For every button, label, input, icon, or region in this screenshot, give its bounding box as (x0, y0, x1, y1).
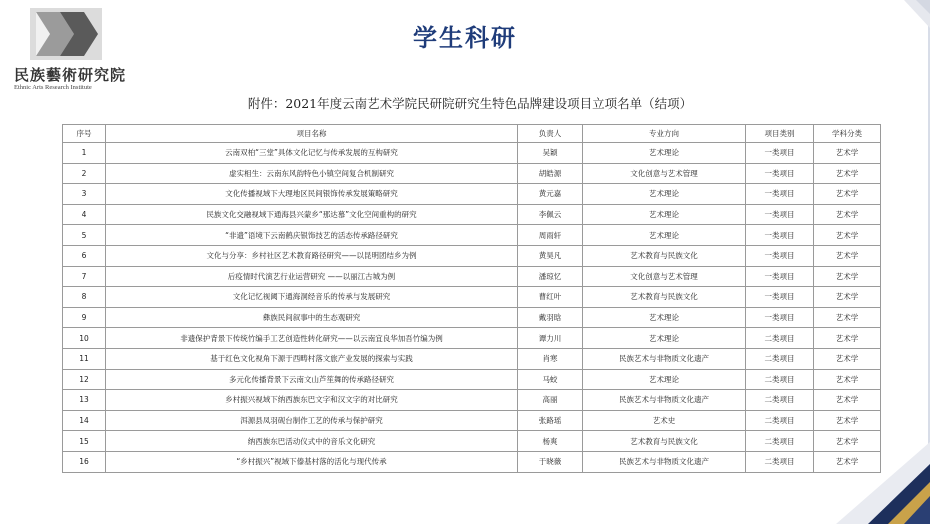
discipline-cell: 艺术学 (814, 204, 881, 225)
category-cell: 二类项目 (746, 431, 814, 452)
major-cell: 艺术理论 (583, 204, 746, 225)
table-body (63, 143, 881, 473)
project-name-cell: 洱源县凤羽砚台制作工艺的传承与保护研究 (106, 410, 518, 431)
table-row (63, 451, 881, 472)
project-name-cell: “乡村振兴”视域下傣基村落的活化与现代传承 (106, 451, 518, 472)
header-cell: 学科分类 (814, 125, 881, 143)
table-row (63, 431, 881, 452)
major-cell: 民族艺术与非物质文化遗产 (583, 390, 746, 411)
row-number-cell: 10 (63, 328, 106, 349)
major-cell: 艺术教育与民族文化 (583, 245, 746, 266)
project-name-cell: 基于红色文化视角下源于西畴村落文旅产业发展的探索与实践 (106, 348, 518, 369)
header-cell: 项目类别 (746, 125, 814, 143)
category-cell: 一类项目 (746, 204, 814, 225)
project-name-cell: 非遗保护背景下传统竹编手工艺创造性转化研究——以云南宜良华加吾竹编为例 (106, 328, 518, 349)
category-cell: 一类项目 (746, 266, 814, 287)
header-cell: 专业方向 (583, 125, 746, 143)
leader-cell: 周雨轩 (518, 225, 583, 246)
discipline-cell: 艺术学 (814, 307, 881, 328)
category-cell: 二类项目 (746, 328, 814, 349)
category-cell: 一类项目 (746, 143, 814, 164)
category-cell: 一类项目 (746, 225, 814, 246)
table-caption: 附件：2021年度云南艺术学院民研院研究生特色品牌建设项目立项名单（结项） (247, 96, 693, 111)
table-row (63, 287, 881, 308)
major-cell: 民族艺术与非物质文化遗产 (583, 348, 746, 369)
category-cell: 二类项目 (746, 390, 814, 411)
project-name-cell: 文化传播视域下大理地区民间银饰传承发展策略研究 (106, 184, 518, 205)
table-header-row (63, 125, 881, 143)
row-number-cell: 9 (63, 307, 106, 328)
category-cell: 一类项目 (746, 163, 814, 184)
table-row (63, 266, 881, 287)
header-cell: 项目名称 (106, 125, 518, 143)
table-row (63, 348, 881, 369)
row-number-cell: 4 (63, 204, 106, 225)
row-number-cell: 2 (63, 163, 106, 184)
project-name-cell: 彝族民间叙事中的生态观研究 (106, 307, 518, 328)
table-row (63, 184, 881, 205)
row-number-cell: 7 (63, 266, 106, 287)
major-cell: 艺术理论 (583, 369, 746, 390)
category-cell: 一类项目 (746, 287, 814, 308)
major-cell: 文化创意与艺术管理 (583, 163, 746, 184)
category-cell: 二类项目 (746, 410, 814, 431)
logo-chinese-name: 民族藝術研究院 (14, 66, 127, 84)
table-row (63, 163, 881, 184)
discipline-cell: 艺术学 (814, 163, 881, 184)
major-cell: 文化创意与艺术管理 (583, 266, 746, 287)
row-number-cell: 13 (63, 390, 106, 411)
project-table (62, 124, 881, 473)
leader-cell: 黄昊凡 (518, 245, 583, 266)
discipline-cell: 艺术学 (814, 184, 881, 205)
table-row (63, 410, 881, 431)
table-row (63, 143, 881, 164)
table-row (63, 328, 881, 349)
major-cell: 艺术理论 (583, 184, 746, 205)
category-cell: 一类项目 (746, 245, 814, 266)
leader-cell: 吴颖 (518, 143, 583, 164)
row-number-cell: 15 (63, 431, 106, 452)
table-row (63, 369, 881, 390)
table-row (63, 204, 881, 225)
major-cell: 艺术史 (583, 410, 746, 431)
project-name-cell: 后疫情时代演艺行业运营研究 ——以丽江古城为例 (106, 266, 518, 287)
logo-english-name: Ethnic Arts Research Institute (14, 84, 92, 91)
leader-cell: 高丽 (518, 390, 583, 411)
project-name-cell: 虚实相生：云南东风韵特色小镇空间复合机制研究 (106, 163, 518, 184)
row-number-cell: 1 (63, 143, 106, 164)
category-cell: 二类项目 (746, 369, 814, 390)
major-cell: 艺术教育与民族文化 (583, 431, 746, 452)
major-cell: 艺术理论 (583, 307, 746, 328)
row-number-cell: 14 (63, 410, 106, 431)
category-cell: 二类项目 (746, 451, 814, 472)
discipline-cell: 艺术学 (814, 245, 881, 266)
discipline-cell: 艺术学 (814, 451, 881, 472)
table-row (63, 307, 881, 328)
leader-cell: 于晓薇 (518, 451, 583, 472)
leader-cell: 戴羽晗 (518, 307, 583, 328)
leader-cell: 潘琼忆 (518, 266, 583, 287)
row-number-cell: 5 (63, 225, 106, 246)
discipline-cell: 艺术学 (814, 431, 881, 452)
category-cell: 一类项目 (746, 307, 814, 328)
row-number-cell: 12 (63, 369, 106, 390)
project-name-cell: 多元化传播背景下云南文山芦笙舞的传承路径研究 (106, 369, 518, 390)
row-number-cell: 11 (63, 348, 106, 369)
discipline-cell: 艺术学 (814, 390, 881, 411)
discipline-cell: 艺术学 (814, 143, 881, 164)
leader-cell: 胡皓源 (518, 163, 583, 184)
major-cell: 民族艺术与非物质文化遗产 (583, 451, 746, 472)
leader-cell: 张路瑶 (518, 410, 583, 431)
category-cell: 二类项目 (746, 348, 814, 369)
discipline-cell: 艺术学 (814, 369, 881, 390)
discipline-cell: 艺术学 (814, 348, 881, 369)
project-name-cell: 乡村振兴视域下纳西族东巴文字和汉文字的对比研究 (106, 390, 518, 411)
leader-cell: 李佩云 (518, 204, 583, 225)
leader-cell: 谭力川 (518, 328, 583, 349)
leader-cell: 杨爽 (518, 431, 583, 452)
leader-cell: 曹红叶 (518, 287, 583, 308)
project-name-cell: “非遗”语境下云南鹤庆银饰技艺的活态传承路径研究 (106, 225, 518, 246)
leader-cell: 肖寒 (518, 348, 583, 369)
row-number-cell: 3 (63, 184, 106, 205)
major-cell: 艺术理论 (583, 143, 746, 164)
discipline-cell: 艺术学 (814, 328, 881, 349)
discipline-cell: 艺术学 (814, 287, 881, 308)
project-name-cell: 民族文化交融视域下通海县兴蒙乡“那达慕”文化空间重构的研究 (106, 204, 518, 225)
table-row (63, 245, 881, 266)
major-cell: 艺术理论 (583, 225, 746, 246)
category-cell: 一类项目 (746, 184, 814, 205)
major-cell: 艺术理论 (583, 328, 746, 349)
project-name-cell: 云南双柏“三堂”具体文化记忆与传承发展的互构研究 (106, 143, 518, 164)
project-table-container (62, 124, 880, 473)
discipline-cell: 艺术学 (814, 225, 881, 246)
major-cell: 艺术教育与民族文化 (583, 287, 746, 308)
row-number-cell: 16 (63, 451, 106, 472)
table-row (63, 225, 881, 246)
discipline-cell: 艺术学 (814, 410, 881, 431)
header-cell: 负责人 (518, 125, 583, 143)
page-title: 学生科研 (413, 24, 517, 52)
row-number-cell: 8 (63, 287, 106, 308)
discipline-cell: 艺术学 (814, 266, 881, 287)
project-name-cell: 文化记忆视阈下通海洞经音乐的传承与发展研究 (106, 287, 518, 308)
leader-cell: 黄元嘉 (518, 184, 583, 205)
project-name-cell: 文化与分享：乡村社区艺术教育路径研究——以昆明团结乡为例 (106, 245, 518, 266)
row-number-cell: 6 (63, 245, 106, 266)
header-cell: 序号 (63, 125, 106, 143)
project-name-cell: 纳西族东巴活动仪式中的音乐文化研究 (106, 431, 518, 452)
table-row (63, 390, 881, 411)
leader-cell: 马蛟 (518, 369, 583, 390)
